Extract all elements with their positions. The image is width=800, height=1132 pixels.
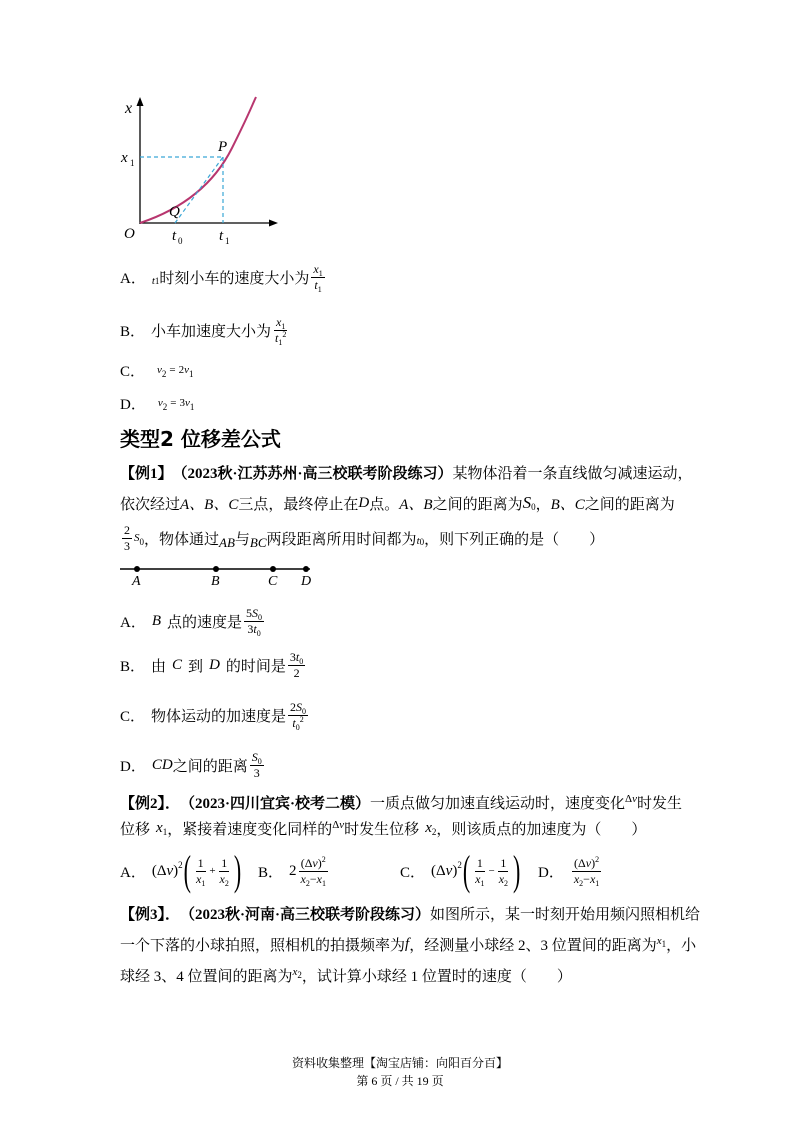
paren: (: [574, 856, 579, 871]
var-x: x: [196, 871, 202, 886]
sub-1: 1: [595, 878, 600, 888]
text: 位移: [120, 821, 151, 838]
fraction-2-3: [122, 523, 132, 553]
text: 一个下落的小球拍照，照相机的拍摄频率为: [120, 937, 406, 954]
point-a-label: A: [132, 574, 141, 588]
prev-option-a: [120, 262, 327, 292]
sub-2: 2: [431, 827, 437, 837]
text: 两段距离所用时间都为: [266, 531, 417, 548]
plus: +: [209, 865, 216, 877]
sub-1: 1: [189, 402, 195, 412]
option-text: 点的速度是: [167, 614, 243, 631]
var-x: x: [156, 819, 163, 836]
sub-2: 2: [161, 369, 167, 379]
example-tag: 【例3】．: [120, 906, 181, 923]
example-source: （2023秋·江苏苏州·高三校联考阶段练习）: [172, 465, 453, 482]
footer-source: 资料收集整理【淘宝店铺：向阳百分百】: [291, 1056, 508, 1070]
var-t: t: [295, 650, 300, 665]
y-axis-arrow: [137, 97, 144, 106]
segment-cd: CD: [151, 756, 173, 773]
sup-2: 2: [457, 860, 462, 870]
var-x: x: [313, 262, 319, 277]
coef: 2: [290, 700, 297, 715]
text: 某物体沿着一条直线做匀减速运动，: [452, 465, 693, 482]
var-S: S: [296, 700, 303, 715]
minus: −: [309, 871, 317, 886]
var-x: x: [300, 871, 306, 886]
sub-2: 2: [224, 878, 229, 888]
option-letter: C．: [400, 864, 426, 881]
sub-2: 2: [305, 878, 310, 888]
var-x: x: [219, 871, 225, 886]
ex1-line-1: [120, 457, 693, 487]
point-d: D: [358, 494, 370, 511]
var-x: x: [292, 966, 298, 978]
point-c-label: C: [268, 574, 278, 588]
sub-2: 2: [297, 970, 302, 980]
text: ，物体通过: [144, 531, 220, 548]
option-letter: C．: [120, 363, 146, 380]
option-text: 之间的距离: [172, 758, 248, 775]
coef: 2: [289, 862, 297, 879]
big-paren: (: [462, 846, 471, 894]
sup-2: 2: [282, 329, 287, 339]
text: 到: [188, 658, 204, 675]
text: 球经 3、4 位置间的距离为: [120, 968, 293, 985]
delta: Δ: [332, 819, 340, 831]
fraction-5S0-3t0: [244, 606, 264, 636]
var-x: x: [475, 871, 481, 886]
label-x1: x: [121, 150, 128, 166]
ex2-line-2: [120, 813, 646, 843]
section-heading: 类型2 位移差公式: [120, 427, 281, 451]
paren: ): [591, 856, 596, 871]
text: 时发生位移: [344, 821, 420, 838]
sub-2: 2: [579, 878, 584, 888]
var-S: S: [134, 532, 140, 544]
example-source: （2023·四川宜宾·校考二模）: [180, 795, 371, 812]
text: 如图所示，某一时刻开始用频闪照相机给: [430, 906, 701, 923]
var-x: x: [498, 871, 505, 886]
var-v: v: [157, 364, 162, 376]
text: 点。: [369, 496, 400, 513]
paren: (: [300, 856, 305, 871]
point-b-label: B: [211, 574, 220, 588]
sup-2: 2: [178, 860, 183, 870]
var-t: t: [314, 277, 318, 292]
text: 与: [234, 531, 250, 548]
x-axis-arrow: [269, 220, 278, 227]
sub-1: 1: [661, 939, 667, 949]
fraction-S0-3: [250, 750, 264, 780]
option-letter: B．: [258, 864, 284, 881]
var-x: x: [656, 935, 662, 947]
ex2-option-b: [258, 850, 330, 892]
sub-1: 1: [154, 276, 160, 286]
sup-2: 2: [595, 855, 600, 865]
ex2-option-c: [400, 846, 521, 894]
point-b: B: [151, 612, 162, 629]
var-t: t: [416, 535, 420, 547]
sub-1: 1: [201, 878, 206, 888]
point-d-dot: [303, 566, 309, 572]
segment-ab: AB: [219, 535, 235, 550]
label-x1-sub: 1: [130, 158, 135, 168]
sub-0: 0: [419, 537, 425, 547]
option-letter: C．: [120, 708, 146, 725]
ex1-option-d: [120, 750, 266, 780]
fraction-3t0-2: [288, 650, 305, 680]
fraction-dv2-x2-x1: [299, 856, 328, 886]
numerator: 1: [197, 856, 204, 871]
ex3-line-2: [120, 929, 696, 959]
fraction-1-x1: [194, 856, 207, 886]
sub-1: 1: [281, 322, 286, 332]
paren: ): [173, 862, 179, 879]
sub-1: 1: [278, 337, 283, 347]
var-x: x: [316, 871, 322, 886]
var-S: S: [252, 606, 259, 621]
option-text: 时刻小车的速度大小为: [159, 270, 310, 287]
option-text: 的时间是: [225, 658, 286, 675]
var-t: t: [253, 621, 257, 636]
text: 一质点做匀加速直线运动时，速度变化: [370, 795, 626, 812]
sub-0: 0: [302, 707, 307, 717]
text: 三点，最终停止在: [238, 496, 359, 513]
ex1-option-a: [120, 606, 266, 636]
delta: Δ: [578, 856, 586, 871]
var-v: v: [157, 397, 163, 409]
footer-page-number: 第 6 页 / 共 19 页: [356, 1074, 444, 1088]
text: ，紧接着速度变化同样的: [167, 821, 333, 838]
ex1-option-c: [120, 700, 310, 730]
paren: ): [317, 856, 322, 871]
sub-1: 1: [317, 284, 322, 294]
var-t: t: [292, 715, 296, 730]
text: 之间的距离为: [432, 496, 523, 513]
text: ，经测量小球经 2、3 位置间的距离为: [409, 937, 657, 954]
coefficient: 3: [179, 397, 185, 409]
var-t: t: [275, 330, 279, 345]
segment-bc: BC: [249, 535, 267, 550]
sub-2: 2: [162, 402, 168, 412]
number-line: [110, 558, 330, 588]
points-ab: A、B: [399, 496, 433, 513]
fraction-2S0-t0sq: [288, 700, 308, 730]
option-letter: A．: [120, 270, 146, 287]
x-t-curve: [140, 97, 256, 223]
coef: 5: [246, 606, 253, 621]
var-x: x: [573, 871, 580, 886]
position-time-graph: [0, 0, 800, 260]
option-letter: D．: [120, 758, 146, 775]
denominator: 3: [253, 765, 260, 780]
denominator: 3: [124, 538, 130, 553]
big-paren: (: [183, 846, 191, 894]
delta: Δ: [304, 856, 313, 871]
sub-0: 0: [299, 657, 304, 667]
sub-2: 2: [504, 878, 509, 888]
label-t0: t: [172, 228, 177, 244]
ex1-line-3: [120, 523, 604, 553]
var-x: x: [276, 315, 282, 330]
text: ，小: [666, 937, 697, 954]
text: ，: [535, 496, 551, 513]
option-letter: A．: [120, 614, 146, 631]
prev-option-b: [120, 315, 290, 345]
label-O: O: [124, 226, 135, 242]
point-d: D: [209, 656, 220, 673]
paren: (: [431, 862, 437, 879]
coefficient: 2: [178, 364, 185, 376]
big-paren: ): [513, 846, 521, 894]
option-letter: D．: [120, 396, 146, 413]
example-source: （2023秋·河南·高三校联考阶段练习）: [180, 906, 431, 923]
delta: Δ: [156, 862, 167, 879]
delta: Δ: [436, 862, 446, 879]
var-t: t: [151, 275, 155, 287]
var-v: v: [166, 862, 174, 879]
sub-1: 1: [162, 827, 168, 837]
fraction-x1-t1sq: [273, 315, 288, 345]
option-letter: B．: [120, 658, 146, 675]
option-letter: B．: [120, 323, 146, 340]
fraction-dv2-x2-x1: [572, 856, 601, 886]
var-v: v: [312, 856, 318, 871]
denominator: 2: [293, 665, 300, 680]
sub-1: 1: [189, 369, 194, 379]
point-c: C: [172, 656, 183, 673]
delta: Δ: [625, 793, 633, 805]
text: 时发生: [637, 795, 683, 812]
var-x: x: [589, 871, 596, 886]
var-v: v: [585, 856, 592, 871]
big-paren: ): [233, 846, 242, 894]
sub-1: 1: [318, 269, 323, 279]
prev-option-c: [120, 355, 194, 385]
point-a-dot: [134, 566, 140, 572]
label-t1: t: [219, 228, 224, 244]
option-letter: D．: [538, 864, 564, 881]
fraction-1-x1: [473, 856, 486, 886]
text: ，试计算小球经 1 位置时的速度（ ）: [301, 968, 572, 985]
coef: 3: [247, 621, 254, 636]
ex3-line-1: [120, 898, 700, 928]
ex2-option-d: [538, 850, 603, 892]
label-P: P: [218, 139, 228, 155]
ex3-line-3: [120, 960, 572, 990]
ex1-option-b: [120, 650, 307, 680]
numerator: 1: [500, 856, 507, 871]
example-tag: 【例2】．: [120, 795, 181, 812]
var-v: v: [184, 364, 190, 376]
option-text: 物体运动的加速度是: [151, 708, 287, 725]
text: 由: [151, 658, 167, 675]
text: ，则下列正确的是（ ）: [424, 531, 605, 548]
sub-0: 0: [139, 537, 144, 547]
paren: (: [151, 862, 157, 879]
points-bc: B、C: [550, 496, 585, 513]
sup-2: 2: [299, 714, 304, 724]
numerator: 2: [124, 523, 130, 538]
axis-label-x: x: [125, 100, 133, 117]
prev-option-d: [120, 388, 194, 418]
var-v: v: [184, 397, 190, 409]
ex1-line-2: [120, 488, 675, 518]
var-v: v: [445, 862, 453, 879]
fraction-1-x2: [497, 856, 510, 886]
point-d-label: D: [301, 574, 312, 588]
minus: −: [583, 871, 590, 886]
ex2-option-a: [120, 846, 242, 894]
option-letter: A．: [120, 864, 146, 881]
example-tag: 【例1】: [120, 465, 173, 482]
numerator: 1: [221, 856, 228, 871]
var-x: x: [425, 819, 432, 836]
var-v: v: [339, 819, 345, 831]
sub-1: 1: [480, 878, 485, 888]
var-v: v: [632, 793, 638, 805]
var-S: S: [522, 493, 532, 512]
sub-0: 0: [295, 722, 300, 732]
minus: −: [488, 865, 495, 877]
point-c-dot: [270, 566, 276, 572]
coef: 3: [289, 650, 296, 665]
equals: =: [169, 364, 176, 376]
sub-0: 0: [256, 628, 261, 638]
label-Q: Q: [169, 204, 180, 220]
var-S: S: [251, 750, 258, 765]
option-text: 小车加速度大小为: [151, 323, 272, 340]
text: 之间的距离为: [584, 496, 675, 513]
points-abc: A、B、C: [180, 496, 239, 513]
fraction-x1-t1: [311, 262, 324, 292]
var-f: f: [405, 935, 410, 952]
label-t0-sub: 0: [178, 236, 183, 246]
sub-0: 0: [531, 502, 536, 512]
equals: =: [170, 397, 177, 409]
paren: ): [452, 862, 458, 879]
text: 依次经过: [120, 496, 181, 513]
text: ，则该质点的加速度为（ ）: [436, 821, 647, 838]
numerator: 1: [476, 856, 483, 871]
sub-1: 1: [321, 878, 326, 888]
fraction-1-x2: [218, 856, 231, 886]
point-b-dot: [213, 566, 219, 572]
sup-2: 2: [321, 855, 326, 865]
sub-0: 0: [258, 613, 263, 623]
label-t1-sub: 1: [225, 236, 230, 246]
sub-0: 0: [257, 757, 262, 767]
